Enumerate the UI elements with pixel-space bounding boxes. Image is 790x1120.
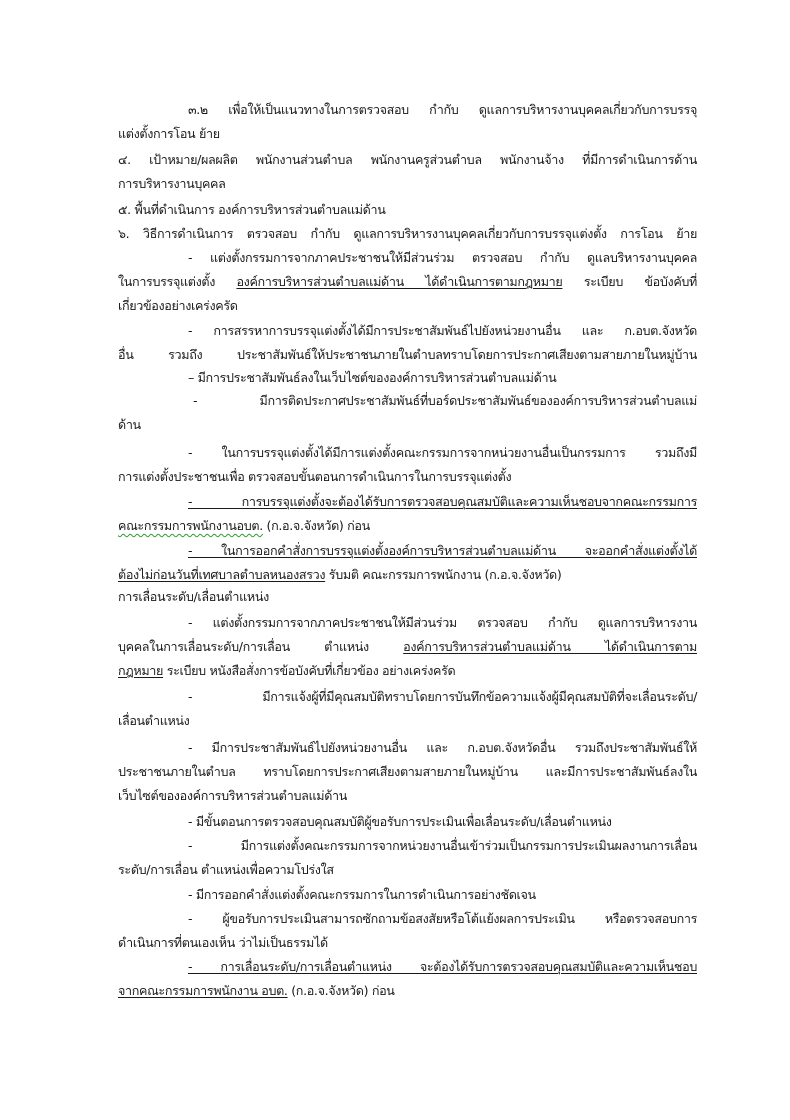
underlined-text: - การเลื่อนระดับ/การเลื่อนตำแหน่ง จะต้องได้รับการตรวจสอบคุณสมบัติและความเห็นชอบ (188, 959, 697, 974)
bullet-4-cont: ด้าน (118, 417, 141, 432)
bullet-11: - มีขั้นตอนการตรวจสอบคุณสมบัติผู้ขอรับการประเมินเพื่อเลื่อนระดับ/เลื่อนตำแหน่ง (188, 814, 612, 829)
section-3-2: ๓.๒ เพื่อให้เป็นแนวทางในการตรวจสอบ กำกับ ดูแลการบริหารงานบุคคลเกี่ยวกับการบรรจุ (188, 102, 697, 117)
bullet-10-end: เว็บไซต์ขององค์การบริหารส่วนตำบลแม่ด้าน (118, 788, 348, 803)
bullet-8-end (118, 659, 697, 683)
bullet-9: - มีการแจ้งผู้ที่มีคุณสมบัติทราบโดยการบันทึกข้อความแจ้งผู้มีคุณสมบัติที่จะเลื่อนระดับ/ (188, 689, 697, 704)
underlined-text: - การบรรจุแต่งตั้งจะต้องได้รับการตรวจสอบคุณสมบัติและความเห็นชอบจากคณะกรรมการ (188, 494, 697, 509)
text-run: ระเบียบ หนังสือสั่งการข้อบังคับที่เกี่ยวข้อง อย่างเคร่งครัด (163, 663, 456, 678)
bullet-7-cont (118, 563, 697, 587)
bullet-15 (188, 955, 697, 979)
bullet-8-cont (118, 635, 697, 659)
bullet-8: - แต่งตั้งกรรมการจากภาคประชาชนให้มีส่วนร่วม ตรวจสอบ กำกับ ดูแลการบริหารงาน (188, 615, 697, 630)
section-4-cont: การบริหารงานบุคคล (118, 176, 226, 191)
bullet-2-cont: อื่น รวมถึง ประชาสัมพันธ์ให้ประชาชนภายในตำบลทราบโดยการประกาศเสียงตามสายภายในหมู่บ้าน (118, 347, 697, 362)
bullet-9-cont: เลื่อนตำแหน่ง (118, 713, 190, 728)
underlined-text: องค์การบริหารส่วนตำบลแม่ด้าน ได้ดำเนินการตาม (403, 639, 698, 654)
section-3-2-cont: แต่งตั้งการโอน ย้าย (118, 126, 220, 141)
text-run: รับมติ คณะกรรมการพนักงาน (ก.อ.จ.จังหวัด) (325, 567, 562, 582)
section-5: ๕. พื้นที่ดำเนินการ องค์การบริหารส่วนตำบลแม่ด้าน (118, 202, 386, 217)
bullet-3: – มีการประชาสัมพันธ์ลงในเว็บไซต์ขององค์การบริหารส่วนตำบลแม่ด้าน (188, 370, 557, 385)
bullet-10: - มีการประชาสัมพันธ์ไปยังหน่วยงานอื่น และ ก.อบต.จังหวัดอื่น รวมถึงประชาสัมพันธ์ให้ (188, 740, 697, 755)
bullet-7 (188, 539, 697, 563)
bullet-13: - มีการออกคำสั่งแต่งตั้งคณะกรรมการในการดำเนินการอย่างชัดเจน (188, 887, 536, 902)
bullet-4: - มีการติดประกาศประชาสัมพันธ์ที่บอร์ดประชาสัมพันธ์ขององค์การบริหารส่วนตำบลแม่ (193, 393, 697, 408)
underlined-text: กฎหมาย (118, 663, 164, 678)
bullet-1-end: เกี่ยวข้องอย่างเคร่งครัด (118, 298, 238, 313)
bullet-1: - แต่งตั้งกรรมการจากภาคประชาชนให้มีส่วนร่วม ตรวจสอบ กำกับ ดูแลบริหารงานบุคคล (188, 250, 697, 265)
bullet-10-cont: ประชาชนภายในตำบล ทราบโดยการประกาศเสียงตามสายภายในหมู่บ้าน และมีการประชาสัมพันธ์ลงใน (118, 764, 697, 779)
bullet-5: - ในการบรรจุแต่งตั้งได้มีการแต่งตั้งคณะกรรมการจากหน่วยงานอื่นเป็นกรรมการ รวมถึงมี (188, 445, 697, 460)
bullet-5-cont: การแต่งตั้งประชาชนเพื่อ ตรวจสอบขั้นตอนการดำเนินการในการบรรจุแต่งตั้ง (118, 469, 512, 484)
underlined-text: ต้องไม่ก่อนวันที่เทศบาลตำบลหนองสรวง (118, 567, 326, 582)
bullet-12: - มีการแต่งตั้งคณะกรรมการจากหน่วยงานอื่นเข้าร่วมเป็นกรรมการประเมินผลงานการเลื่อน (188, 838, 697, 853)
text-run: (ก.อ.จ.จังหวัด) ก่อน (287, 983, 395, 998)
bullet-2: - การสรรหาการบรรจุแต่งตั้งได้มีการประชาสัมพันธ์ไปยังหน่วยงานอื่น และ ก.อบต.จังหวัด (188, 323, 697, 338)
subheading-promotion: การเลื่อนระดับ/เลื่อนตำแหน่ง (118, 589, 269, 604)
bullet-15-cont (118, 979, 697, 1003)
bullet-14: - ผู้ขอรับการประเมินสามารถซักถามข้อสงสัยหรือโต้แย้งผลการประเมิน หรือตรวจสอบการ (188, 911, 697, 926)
bullet-1-cont (118, 270, 697, 294)
section-6: ๖. วิธีการดำเนินการ ตรวจสอบ กำกับ ดูแลการบริหารงานบุคคลเกี่ยวกับการบรรจุแต่งตั้ง การโอน ย้าย (118, 226, 697, 241)
bullet-14-cont: ดำเนินการที่ตนเองเห็น ว่าไม่เป็นธรรมได้ (118, 935, 328, 950)
bullet-6 (188, 490, 697, 514)
underlined-text: - ในการออกคำสั่งการบรรจุแต่งตั้งองค์การบริหารส่วนตำบลแม่ด้าน จะออกคำสั่งแต่งตั้งได้ (188, 543, 697, 558)
text-run: ระเบียบ ข้อบังคับที่ (562, 274, 697, 289)
section-4: ๔. เป้าหมาย/ผลผลิต พนักงานส่วนตำบล พนักงานครูส่วนตำบล พนักงานจ้าง ที่มีการดำเนินการด้าน (118, 152, 697, 167)
underlined-text: จากคณะกรรมการพนักงาน อบต. (118, 983, 288, 998)
underlined-text: องค์การบริหารส่วนตำบลแม่ด้าน ได้ดำเนินการตามกฎหมาย (236, 274, 563, 289)
bullet-12-cont: ระดับ/การเลื่อน ตำแหน่งเพื่อความโปร่งใส (118, 862, 334, 877)
flagged-text: คณะกรรมการพนักงานอบต. (118, 518, 263, 533)
text-run: บุคคลในการเลื่อนระดับ/การเลื่อน ตำแหน่ง (118, 639, 404, 654)
text-run: ในการบรรจุแต่งตั้ง (118, 274, 237, 289)
text-run: (ก.อ.จ.จังหวัด) ก่อน (262, 518, 370, 533)
bullet-6-cont (118, 514, 697, 538)
